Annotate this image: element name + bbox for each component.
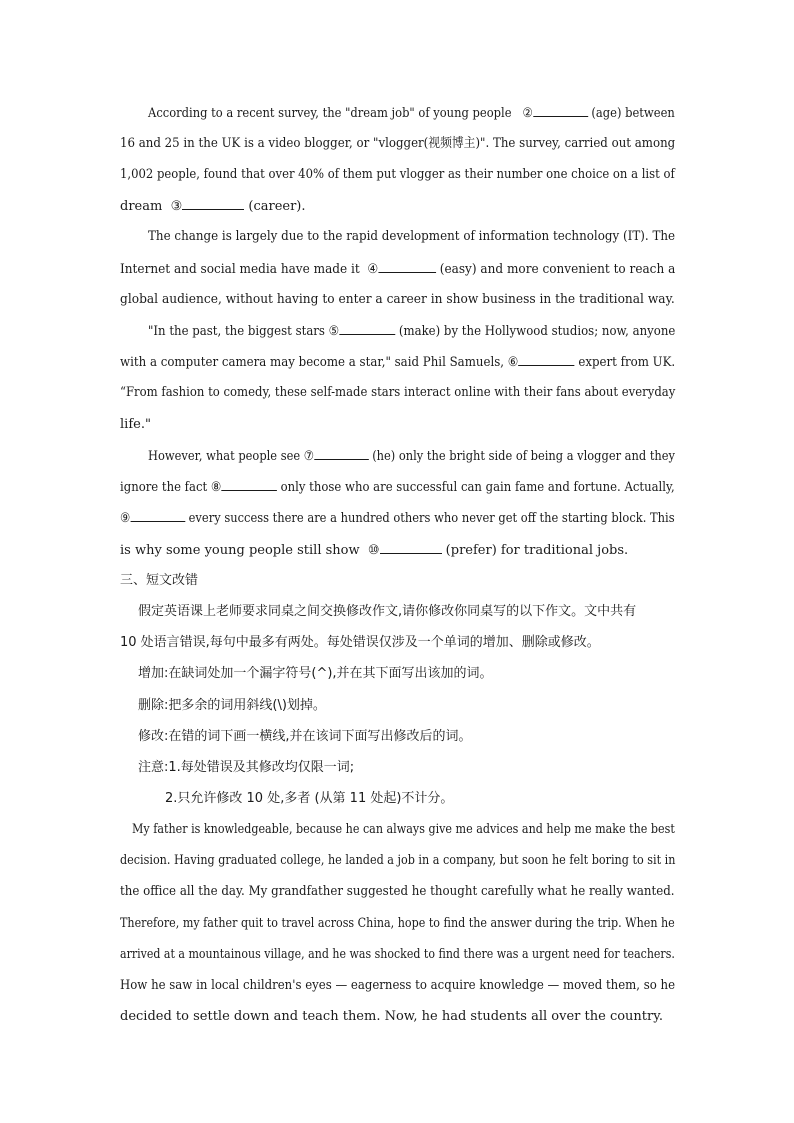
text: How he saw in local children's eyes — eagerness to acquire knowledge — moved them, so he: [120, 978, 676, 993]
question-number: ⑩: [367, 543, 380, 558]
question-number: ⑨: [120, 511, 131, 526]
text: with a computer camera may become a star," said Phil Samuels,: [120, 355, 505, 370]
answer-blank[interactable]: [518, 353, 574, 366]
add-rule: [138, 665, 493, 683]
p2-line-3: [120, 291, 675, 309]
text: Internet and social media have made it: [120, 262, 360, 277]
delete-rule: [138, 697, 326, 715]
p4-line-2: [120, 478, 675, 497]
text: 修改:在错的词下画一横线,并在该词下面写出修改后的词。: [138, 729, 472, 744]
text: 增加:在缺词处加一个漏字符号(^),并在其下面写出该加的词。: [138, 666, 493, 681]
p4-line-1: [148, 447, 675, 466]
text: (easy) and more convenient to reach a: [439, 262, 676, 277]
text: 假定英语课上老师要求同桌之间交换修改作文,请你修改你同桌写的以下作文。文中共有: [138, 604, 637, 619]
text: decided to settle down and teach them. Now, he had students all over the country.: [120, 1009, 663, 1024]
text: is why some young people still show: [120, 543, 360, 558]
p4-line-4: [120, 541, 628, 560]
heading-text: 三、短文改错: [120, 573, 199, 588]
text: life.": [120, 417, 151, 432]
text: (prefer) for traditional jobs.: [445, 543, 629, 558]
text: every success there are a hundred others who never get off the starting block. This: [188, 511, 675, 526]
text: expert from UK.: [578, 355, 676, 370]
question-number: ⑥: [507, 355, 519, 370]
note-1: [138, 759, 354, 777]
question-number: ⑤: [328, 324, 340, 339]
answer-blank[interactable]: [221, 478, 277, 491]
text: decision. Having graduated college, he landed a job in a company, but soon he felt boring to sit in: [120, 853, 676, 868]
text: dream: [120, 199, 163, 214]
essay-line-3: [120, 883, 675, 901]
text: (age) between: [591, 106, 675, 121]
p1-line-3: [120, 166, 675, 184]
note-2: [165, 790, 453, 808]
text: “From fashion to comedy, these self-made stars interact online with their fans about everyday: [120, 385, 676, 400]
text: arrived at a mountainous village, and he was shocked to find there was a urgent need for teachers.: [120, 947, 675, 962]
text: (make) by the Hollywood studios; now, anyone: [398, 324, 676, 339]
instruction-line-1: [138, 603, 636, 621]
text: According to a recent survey, the "dream job" of young people: [148, 106, 512, 121]
p3-line-1: [148, 322, 675, 341]
modify-rule: [138, 728, 472, 746]
p2-line-2: [120, 260, 675, 279]
text: (he) only the bright side of being a vlogger and they: [372, 449, 676, 464]
p3-line-4: [120, 416, 151, 434]
text: 注意:1.每处错误及其修改均仅限一词;: [138, 760, 355, 775]
text: global audience, without having to enter a career in show business in the traditional way.: [120, 292, 675, 307]
text: "In the past, the biggest stars: [148, 324, 325, 339]
p3-line-2: [120, 353, 675, 372]
p1-line-4: [120, 197, 306, 216]
section-heading: [120, 572, 198, 590]
p1-line-1: [148, 104, 675, 123]
essay-line-7: [120, 1008, 663, 1026]
text: the office all the day. My grandfather suggested he thought carefully what he really wanted.: [120, 884, 675, 899]
question-number: ⑧: [210, 480, 222, 495]
answer-blank[interactable]: [314, 447, 369, 460]
text: 10 处语言错误,每句中最多有两处。每处错误仅涉及一个单词的增加、删除或修改。: [120, 635, 600, 650]
essay-line-5: [120, 946, 675, 964]
p3-line-3: [120, 384, 675, 402]
question-number: ②: [522, 106, 533, 121]
answer-blank[interactable]: [380, 541, 442, 554]
text: The change is largely due to the rapid development of information technology (IT). The: [148, 229, 676, 244]
answer-blank[interactable]: [378, 260, 436, 273]
question-number: ④: [367, 262, 379, 277]
p2-line-1: [148, 228, 675, 246]
text: (career).: [248, 199, 306, 214]
p1-line-2: [120, 135, 675, 153]
text: My father is knowledgeable, because he can always give me advices and help me make the best: [132, 822, 675, 837]
question-number: ⑦: [303, 449, 315, 464]
essay-line-4: [120, 915, 675, 933]
answer-blank[interactable]: [130, 509, 185, 522]
text: 1,002 people, found that over 40% of them put vlogger as their number one choice on a list of: [120, 167, 675, 182]
answer-blank[interactable]: [339, 322, 395, 335]
answer-blank[interactable]: [182, 197, 244, 210]
text: 2.只允许修改 10 处,多者 (从第 11 处起)不计分。: [165, 791, 454, 806]
essay-line-2: [120, 852, 675, 870]
text: only those who are successful can gain fame and fortune. Actually,: [280, 480, 675, 495]
text: ignore the fact: [120, 480, 208, 495]
text: 16 and 25 in the UK is a video blogger, or "vlogger(视频博主)". The survey, carried out among: [120, 136, 676, 151]
p4-line-3: [120, 509, 675, 528]
text: 删除:把多余的词用斜线(\)划掉。: [138, 698, 326, 713]
essay-line-6: [120, 977, 675, 995]
text: Therefore, my father quit to travel across China, hope to find the answer during the trip. When he: [120, 916, 675, 931]
instruction-line-2: [120, 634, 600, 652]
text: However, what people see: [148, 449, 301, 464]
essay-line-1: [132, 821, 675, 839]
answer-blank[interactable]: [533, 104, 588, 117]
question-number: ③: [170, 199, 183, 214]
